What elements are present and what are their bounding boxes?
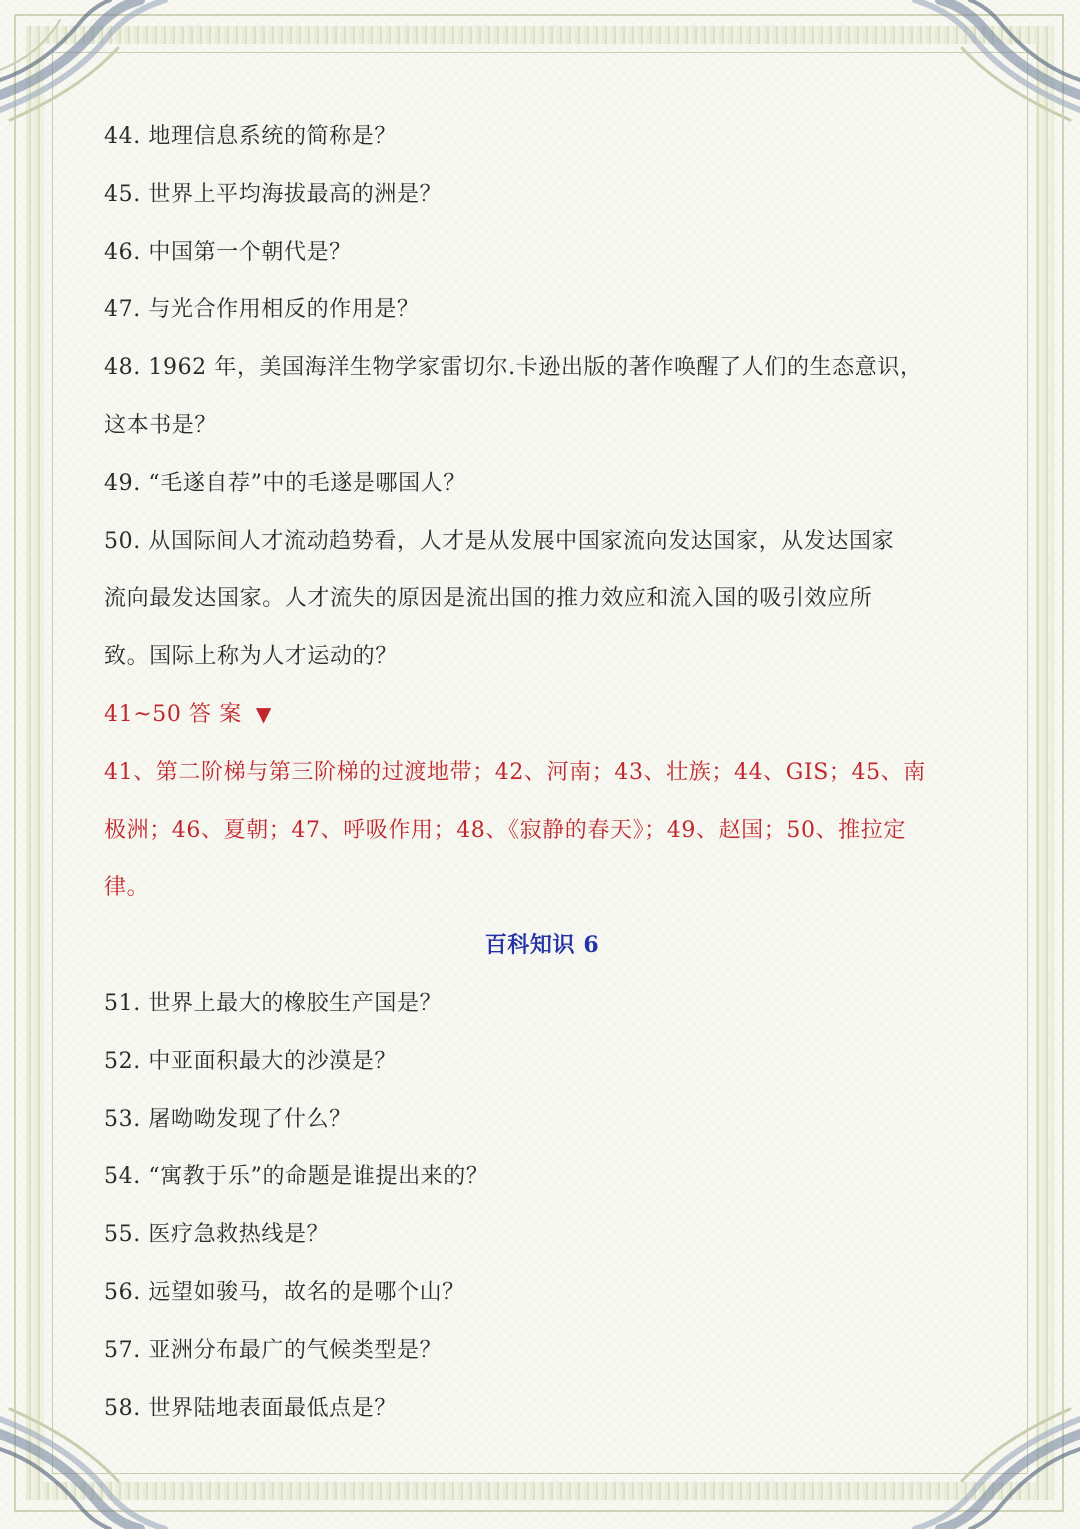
- question-50: 50. 从国际间人才流动趋势看，人才是从发展中国家流向发达国家，从发达国家: [104, 528, 895, 554]
- answer-line: 律。: [104, 875, 150, 901]
- question-50-cont: 致。国际上称为人才运动的？: [104, 644, 398, 670]
- question-52: 52. 中亚面积最大的沙漠是？: [104, 1048, 397, 1074]
- question-47: 47. 与光合作用相反的作用是？: [104, 297, 420, 323]
- question-54: 54. “寓教于乐”的命题是谁提出来的？: [104, 1164, 489, 1190]
- section-title: 百科知识 6: [484, 932, 600, 959]
- answers-heading: [104, 686, 980, 744]
- question-57: 57. 亚洲分布最广的气候类型是？: [104, 1337, 443, 1363]
- question-49: 49. “毛遂自荐”中的毛遂是哪国人？: [104, 470, 466, 496]
- answers-heading-text: 41~50 答 案: [104, 701, 242, 727]
- question-53: 53. 屠呦呦发现了什么？: [104, 1106, 352, 1132]
- answer-line: 41、第二阶梯与第三阶梯的过渡地带；42、河南；43、壮族；44、GIS；45、南: [104, 759, 926, 785]
- question-44: 44. 地理信息系统的简称是？: [104, 124, 397, 149]
- question-55: 55. 医疗急救热线是？: [104, 1222, 330, 1248]
- question-48: 48. 1962 年，美国海洋生物学家雷切尔.卡逊出版的著作唤醒了人们的生态意识，: [104, 355, 923, 381]
- question-56: 56. 远望如骏马，故名的是哪个山？: [104, 1279, 465, 1305]
- question-58: 58. 世界陆地表面最低点是？: [104, 1395, 397, 1421]
- triangle-down-icon: ▼: [255, 701, 272, 726]
- question-48-cont: 这本书是？: [104, 412, 218, 438]
- document-content: [104, 108, 980, 1437]
- answer-line: 极洲；46、夏朝；47、呼吸作用；48、《寂静的春天》；49、赵国；50、推拉定: [104, 817, 906, 843]
- question-46: 46. 中国第一个朝代是？: [104, 239, 352, 265]
- question-51: 51. 世界上最大的橡胶生产国是？: [104, 990, 443, 1016]
- question-50-cont: 流向最发达国家。人才流失的原因是流出国的推力效应和流入国的吸引效应所: [104, 586, 873, 612]
- question-45: 45. 世界上平均海拔最高的洲是？: [104, 181, 443, 207]
